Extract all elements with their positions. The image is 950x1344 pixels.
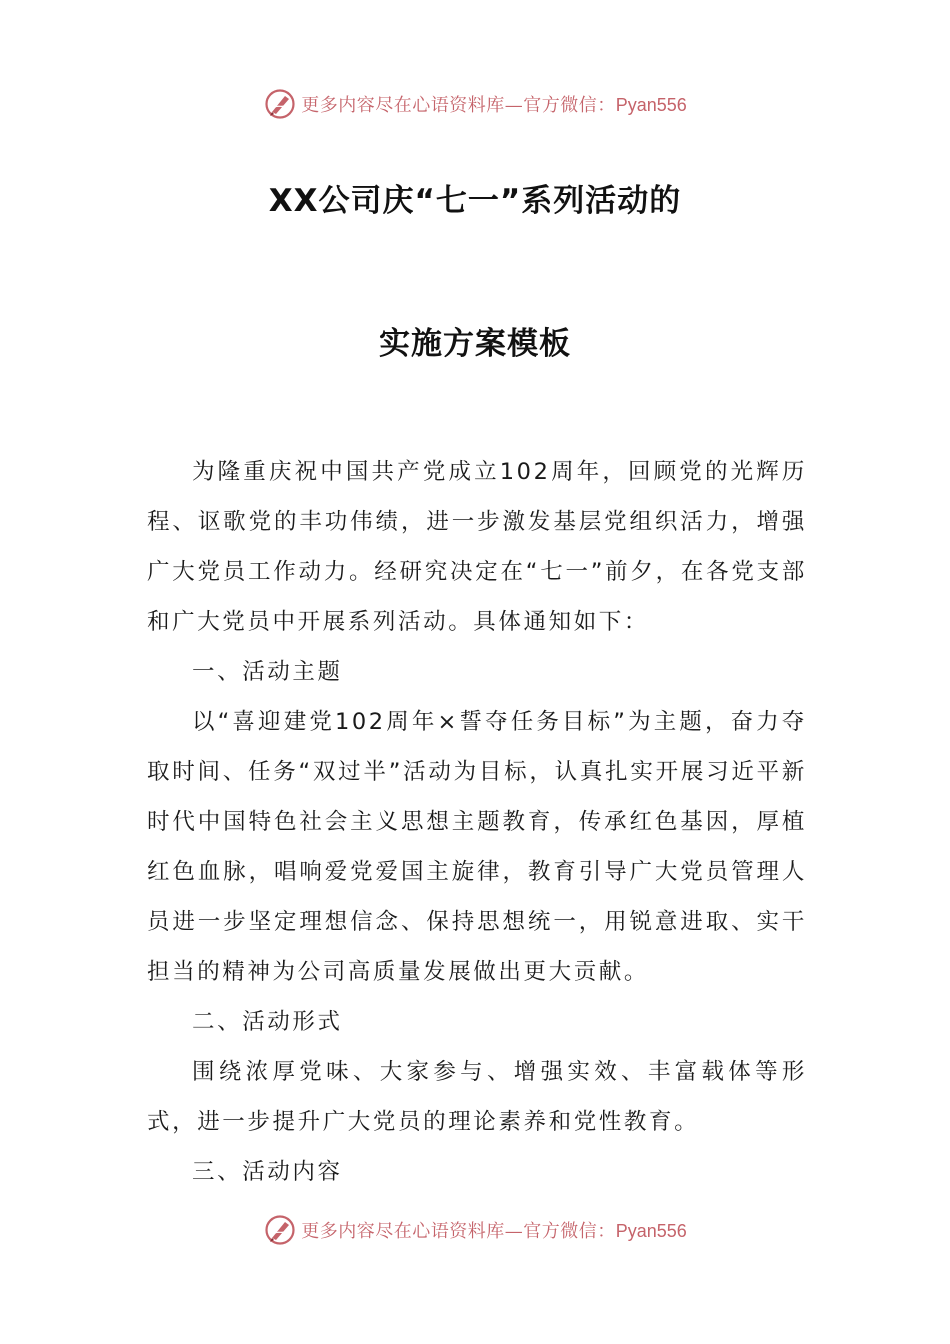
document-title-line-2: 实施方案模板 xyxy=(379,326,571,362)
section-heading-theme: 一、活动主题 xyxy=(192,659,343,685)
paragraph-intro: 为隆重庆祝中国共产党成立102周年，回顾党的光辉历程、讴歌党的丰功伟绩，进一步激发基层党组织活力，增强广大党员工作动力。经研究决定在“七一”前夕，在各党支部和广大党员中开展系列活动。具体通知如下： xyxy=(147,459,807,635)
pen-circle-logo-icon xyxy=(263,1213,297,1247)
section-heading-form: 二、活动形式 xyxy=(192,1009,343,1035)
pen-circle-logo-icon xyxy=(263,87,297,121)
document-body xyxy=(147,447,807,1197)
watermark-id: Pyan556 xyxy=(615,95,687,115)
watermark-header xyxy=(0,82,950,126)
paragraph-form: 围绕浓厚党味、大家参与、增强实效、丰富载体等形式，进一步提升广大党员的理论素养和党性教育。 xyxy=(147,1059,807,1135)
paragraph-theme: 以“喜迎建党102周年×誓夺任务目标”为主题，奋力夺取时间、任务“双过半”活动为目标，认真扎实开展习近平新时代中国特色社会主义思想主题教育，传承红色基因，厚植红色血脉，唱响爱党爱国主旋律，教育引导广大党员管理人员进一步坚定理想信念、保持思想统一，用锐意进取、实干担当的精神为公司高质量发展做出更大贡献。 xyxy=(147,709,807,985)
watermark-id: Pyan556 xyxy=(615,1221,687,1241)
watermark-text: 更多内容尽在心语资料库—官方微信：Pyan556 xyxy=(301,95,687,116)
watermark-text: 更多内容尽在心语资料库—官方微信：Pyan556 xyxy=(301,1221,687,1242)
section-heading-content: 三、活动内容 xyxy=(192,1159,343,1185)
watermark-footer xyxy=(0,1208,950,1252)
document-title-line-1: XX公司庆“七一”系列活动的 xyxy=(268,183,682,219)
